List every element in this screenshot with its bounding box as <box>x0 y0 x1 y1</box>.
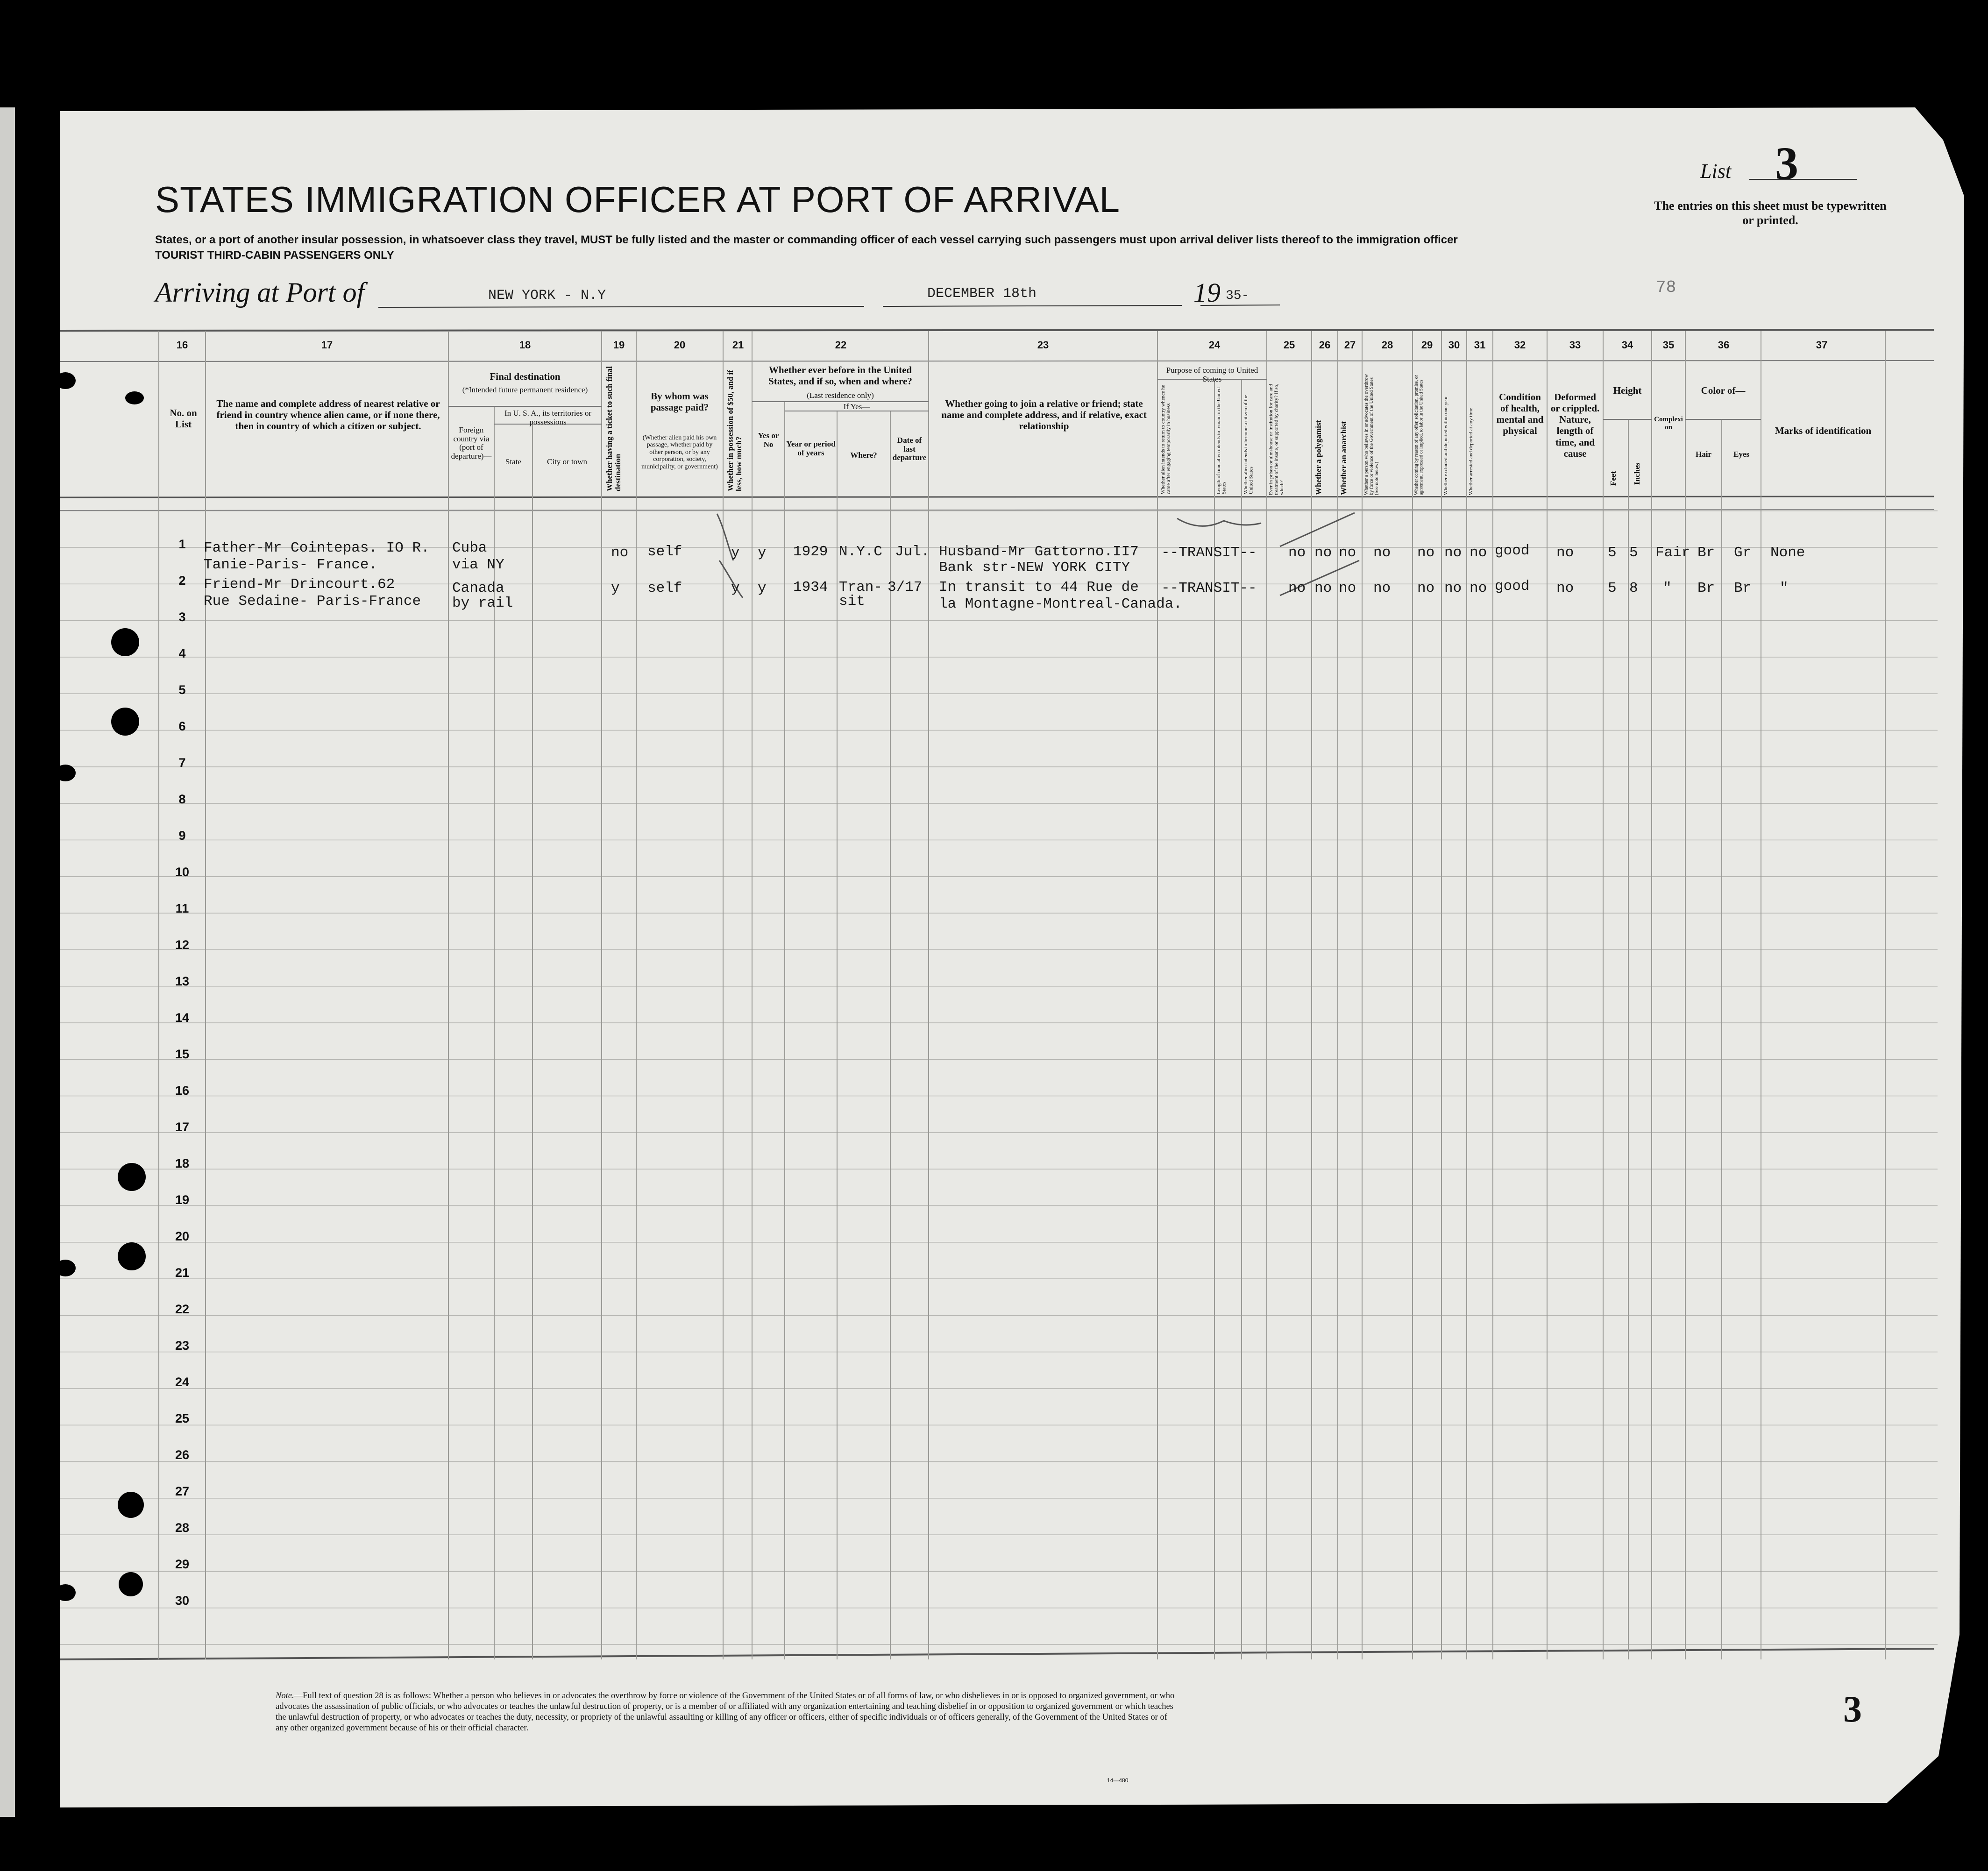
entry-2-join: In transit to 44 Rue de <box>939 579 1139 595</box>
footer-note-text: —Full text of question 28 is as follows: Whether a person who believes in or advocates the overthrow by force or violence of the Government of the United States or of all forms of law, or who disbelieves in or is opposed to organized government, or who advocates the assassination of public officials, or who advocates or teaches the unlawful destruction of property, or is a member of or affiliated with any organization entertaining and teaching disbelief in or opposition to organized government or which teaches the unlawful destruction of property, or who advocates or teaches the duty, necessity, or propriety of the unlawful assaulting or killing of any officer or officers, either of specific individuals or of officers generally, of the Government of the United States or of any other organized government because of his or their official character. <box>276 1691 1175 1733</box>
list-label: List <box>1700 160 1732 183</box>
header-final-destination-sub: (*Intended future permanent residence) <box>462 385 588 394</box>
col-num-33: 33 <box>1569 339 1581 351</box>
col-num-17: 17 <box>321 339 333 351</box>
header-nearest-relative: The name and complete address of nearest relative or friend in country whence alien came, or if none there, then in country of which a citizen or subject. <box>216 398 440 432</box>
typewritten-instruction: The entries on this sheet must be typewritten or printed. <box>1654 199 1887 227</box>
header-city: City or town <box>547 457 587 466</box>
entry-2-relative-address: Friend-Mr Drincourt.62 <box>204 576 395 593</box>
entry-2-money: y <box>731 580 740 596</box>
header-no-on-list: No. on List <box>170 407 197 430</box>
row-number: 30 <box>175 1594 190 1608</box>
header-last-residence: (Last residence only) <box>807 391 874 400</box>
entry-2-labor: no <box>1417 580 1435 596</box>
arriving-label: Arriving at Port of <box>155 277 365 308</box>
col-num-25: 25 <box>1283 339 1295 351</box>
entry-2-ticket: y <box>611 580 620 596</box>
header-marks-identification: Marks of identification <box>1775 425 1872 436</box>
entry-2-complexion: " <box>1663 580 1672 596</box>
col-num-36: 36 <box>1718 339 1730 351</box>
col-num-20: 20 <box>674 339 686 351</box>
entry-1-eyes: Gr <box>1734 545 1752 561</box>
entry-1-join-2: Bank str-NEW YORK CITY <box>939 560 1130 576</box>
col-num-29: 29 <box>1421 339 1433 351</box>
header-money: Whether in possession of $50, and if less, how much? <box>726 370 743 491</box>
row-number: 13 <box>175 974 190 988</box>
entry-1-relative-address: Father-Mr Cointepas. IO R. <box>204 540 430 556</box>
col-num-21: 21 <box>732 339 744 351</box>
entry-1-labor: no <box>1417 545 1435 561</box>
entry-1-relative-address-2: Tanie-Paris- France. <box>204 557 378 573</box>
col-num-27: 27 <box>1344 339 1356 351</box>
header-overthrow: Whether a person who believes in or advocates the overthrow by force or violence of the Government of the United States (See note below) <box>1364 374 1380 495</box>
entry-2-anarchist: no <box>1339 580 1356 596</box>
entry-1-health: good <box>1495 543 1530 559</box>
header-final-destination: Final destination <box>490 371 561 382</box>
header-excluded: Whether excluded and deported within one year <box>1443 396 1448 495</box>
entry-2-hair: Br <box>1697 580 1715 596</box>
row-number: 9 <box>178 829 186 843</box>
stamp-number: 78 <box>1656 278 1676 297</box>
header-anarchist: Whether an anarchist <box>1339 421 1348 495</box>
entry-1-via: via NY <box>452 557 504 573</box>
entry-1-before: y <box>758 545 767 561</box>
header-where: Where? <box>850 451 877 460</box>
col-num-26: 26 <box>1319 339 1331 351</box>
footer-note <box>276 1691 1182 1734</box>
entry-2-year: 1934 <box>793 579 828 595</box>
entry-1-overthrow: no <box>1373 545 1391 561</box>
page-number: 3 <box>1843 1689 1862 1730</box>
entry-2-departure: 3/17 <box>888 579 923 595</box>
col-num-32: 32 <box>1514 339 1526 351</box>
header-ever-before: Whether ever before in the United States, and if so, when and where? <box>768 364 912 387</box>
entry-1-year: 1929 <box>793 544 828 560</box>
row-number: 14 <box>175 1011 190 1025</box>
entry-1-join: Husband-Mr Gattorno.II7 <box>939 544 1139 560</box>
header-ticket: Whether having a ticket to such final destination <box>605 366 622 491</box>
header-purpose: Purpose of coming to United States <box>1166 366 1258 383</box>
entry-2-foreign-country: Canada <box>452 580 504 596</box>
row-number: 5 <box>178 683 186 697</box>
row-number: 3 <box>178 610 186 624</box>
row-number: 1 <box>178 537 186 551</box>
row-number: 22 <box>175 1302 190 1316</box>
header-height: Height <box>1613 385 1642 396</box>
header-hair: Hair <box>1696 450 1711 459</box>
header-join-relative: Whether going to join a relative or friend; state name and complete address, and if relative, exact relationship <box>941 398 1147 432</box>
entry-1-excluded: no <box>1444 545 1462 561</box>
row-number: 21 <box>175 1266 190 1280</box>
year-prefix: 19 <box>1193 277 1221 308</box>
row-number: 8 <box>178 792 186 806</box>
entry-1-foreign-country: Cuba <box>452 540 487 556</box>
entry-2-purpose: --TRANSIT-- <box>1161 580 1257 596</box>
header-passage-paid: By whom was passage paid? <box>650 390 709 413</box>
row-number: 16 <box>175 1084 190 1098</box>
row-number: 27 <box>175 1484 190 1498</box>
col-num-23: 23 <box>1037 339 1049 351</box>
header-intends-return: Whether alien intends to return to country whence he came after engaging temporarily in business <box>1160 385 1172 494</box>
entry-1-paid-by: self <box>647 544 682 560</box>
header-labor-offer: Whether coming by reason of any offer, solicitation, promise, or agreement, expressed or implied, to labor in the United States <box>1414 375 1424 495</box>
arrival-date: DECEMBER 18th <box>927 286 1037 302</box>
row-number: 26 <box>175 1448 190 1462</box>
entry-2-eyes: Br <box>1734 580 1752 596</box>
entry-1-feet: 5 <box>1608 545 1617 561</box>
header-inches: Inches <box>1633 462 1641 485</box>
row-number: 15 <box>175 1047 190 1061</box>
header-color: Color of— <box>1701 385 1746 396</box>
row-number: 24 <box>175 1375 190 1389</box>
entry-2-excluded: no <box>1444 580 1462 596</box>
header-complexion: Complexion <box>1654 416 1683 431</box>
col-num-35: 35 <box>1662 339 1675 351</box>
entry-1-where: N.Y.C <box>839 544 883 560</box>
year-suffix: 35- <box>1226 289 1250 303</box>
entry-1-hair: Br <box>1697 545 1715 561</box>
entry-1-deported: no <box>1470 545 1487 561</box>
entry-2-where: Tran- <box>839 579 883 595</box>
col-num-28: 28 <box>1381 339 1393 351</box>
entry-1-polygamist: no <box>1314 545 1332 561</box>
list-number: 3 <box>1775 137 1798 189</box>
entry-1-money: y <box>731 545 740 561</box>
row-number: 2 <box>178 574 186 588</box>
col-num-18: 18 <box>519 339 531 351</box>
header-yes-no: Yes or No <box>758 431 779 449</box>
header-if-yes: If Yes— <box>843 402 870 411</box>
entry-1-marks: None <box>1770 545 1805 561</box>
header-become-citizen: Whether alien intends to become a citizen of the United States <box>1243 395 1254 494</box>
row-number: 29 <box>175 1557 190 1571</box>
entry-2-marks: " <box>1780 580 1789 596</box>
header-feet: Feet <box>1609 471 1618 486</box>
entry-1-inches: 5 <box>1629 545 1638 561</box>
header-eyes: Eyes <box>1733 450 1749 459</box>
row-number: 18 <box>175 1156 190 1170</box>
col-num-37: 37 <box>1816 339 1828 351</box>
row-number: 23 <box>175 1339 190 1353</box>
page-title: STATES IMMIGRATION OFFICER AT PORT OF ARRIVAL <box>155 179 1121 220</box>
entry-2-prison: no <box>1288 580 1306 596</box>
entry-2-deported: no <box>1470 580 1487 596</box>
row-number: 10 <box>175 865 190 879</box>
col-num-22: 22 <box>835 339 847 351</box>
entry-2-health: good <box>1495 578 1530 595</box>
col-num-19: 19 <box>613 339 625 351</box>
entry-1-ticket: no <box>611 545 629 561</box>
entry-1-prison: no <box>1288 545 1306 561</box>
col-num-34: 34 <box>1621 339 1633 351</box>
row-number: 12 <box>175 938 190 952</box>
header-instructions: States, or a port of another insular possession, in whatsoever class they travel, MUST be fully listed and the master or commanding officer of each vessel carrying such passengers must upon arrival deliver lists thereof to the immigration officer <box>155 234 1458 246</box>
header-date-departure: Date of last departure <box>892 436 927 462</box>
entry-2-before: y <box>758 580 767 596</box>
col-num-30: 30 <box>1448 339 1460 351</box>
entry-2-deformed: no <box>1556 580 1574 596</box>
header-in-usa: In U. S. A., its territories or possessions <box>504 409 592 426</box>
header-polygamist: Whether a polygamist <box>1314 420 1323 495</box>
header-year: Year or period of years <box>786 439 836 457</box>
entry-1-complexion: Fair <box>1655 545 1690 561</box>
entry-1-purpose: --TRANSIT-- <box>1161 545 1257 561</box>
row-number: 4 <box>178 646 186 660</box>
entry-2-via: by rail <box>452 595 513 611</box>
entry-2-relative-address-2: Rue Sedaine- Paris-France <box>204 593 421 609</box>
passenger-class: TOURIST THIRD-CABIN PASSENGERS ONLY <box>155 249 394 262</box>
entry-2-join-2: la Montagne-Montreal-Canada. <box>939 596 1182 612</box>
entry-1-anarchist: no <box>1339 545 1356 561</box>
row-number: 19 <box>175 1193 190 1207</box>
row-number: 20 <box>175 1229 190 1243</box>
entry-1-departure: Jul. <box>895 544 930 560</box>
port-of-arrival: NEW YORK - N.Y <box>488 288 606 304</box>
col-num-24: 24 <box>1208 339 1221 351</box>
header-passage-paid-note: (Whether alien paid his own passage, whether paid by other person, or by any corporation, society, municipality, or government) <box>641 434 718 470</box>
row-number: 7 <box>178 756 186 770</box>
row-number: 17 <box>175 1120 190 1134</box>
row-number: 25 <box>175 1411 190 1425</box>
entry-2-overthrow: no <box>1373 580 1391 596</box>
entry-2-paid-by: self <box>647 580 682 596</box>
header-prison: Ever in prison or almshouse or institution for care and treatment of the insane, or supported by charity? If so, which? <box>1268 383 1285 495</box>
header-foreign-country: Foreign country via (port of departure)— <box>451 425 492 461</box>
row-number: 11 <box>175 901 189 915</box>
header-length-stay: Length of time alien intends to remain in the United States <box>1216 387 1227 494</box>
col-num-31: 31 <box>1474 339 1486 351</box>
header-state: State <box>505 457 521 466</box>
entry-1-deformed: no <box>1556 545 1574 561</box>
form-number: 14—480 <box>1107 1777 1129 1784</box>
entry-2-where-2: sit <box>839 593 865 609</box>
entry-2-inches: 8 <box>1629 580 1638 596</box>
entry-2-polygamist: no <box>1314 580 1332 596</box>
header-health: Condition of health, mental and physical <box>1496 391 1544 437</box>
row-number: 28 <box>175 1521 190 1535</box>
entry-2-feet: 5 <box>1608 580 1617 596</box>
col-num-16: 16 <box>176 339 188 351</box>
row-number: 6 <box>178 719 186 733</box>
header-deported: Whether arrested and deported at any time <box>1468 408 1474 495</box>
footer-note-label: Note. <box>276 1691 294 1701</box>
header-deformed: Deformed or crippled. Nature, length of time, and cause <box>1550 391 1600 459</box>
